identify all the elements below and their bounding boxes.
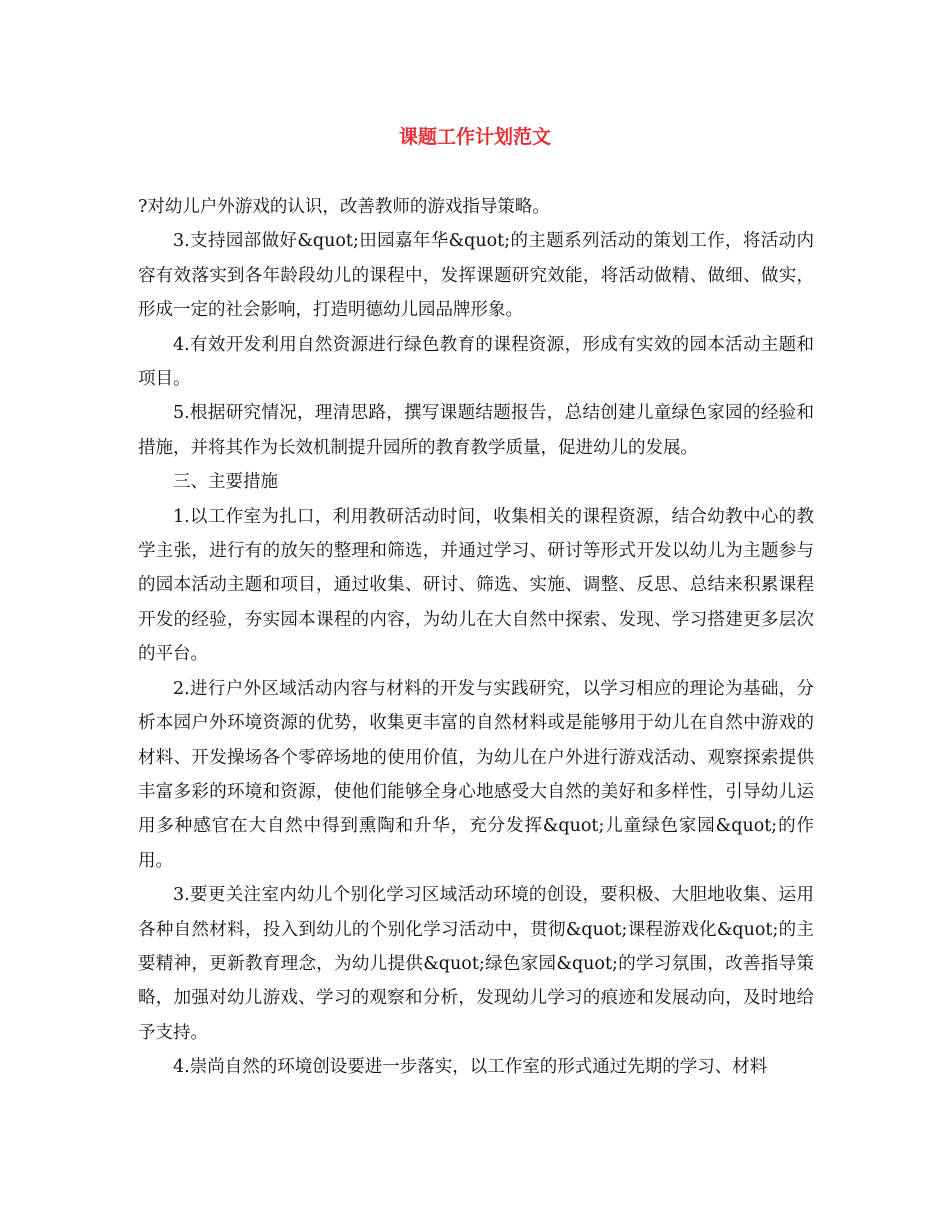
- paragraph-continuation: ?对幼儿户外游戏的认识，改善教师的游戏指导策略。: [138, 197, 550, 217]
- measure-item-4: 4.崇尚自然的环境创设要进一步落实，以工作室的形式通过先期的学习、材料: [173, 1057, 768, 1078]
- paragraph-item-5: 5.根据研究情况，理清思路，撰写课题结题报告，总结创建儿童绿色家园的经验和措施，并将其作为长效机制提升园所的教育教学质量，促进幼儿的发展。: [138, 403, 814, 458]
- paragraph-item-4: 4.有效开发利用自然资源进行绿色教育的课程资源，形成有实效的园本活动主题和项目。: [138, 334, 814, 390]
- document-body: [138, 190, 814, 1085]
- paragraph-item-3: 3.支持园部做好&quot;田园嘉年华&quot;的主题系列活动的策划工作，将活动内容有效落实到各年龄段幼儿的课程中，发挥课题研究效能，将活动做精、做细、做实，形成一定的社会影响，打造明德幼儿园品牌形象。: [138, 231, 814, 321]
- measure-item-1: 1.以工作室为扎口，利用教研活动时间，收集相关的课程资源，结合幼教中心的教学主张，进行有的放矢的整理和筛选，并通过学习、研讨等形式开发以幼儿为主题参与的园本活动主题和项目，通过收集、研讨、筛选、实施、调整、反思、总结来积累课程开发的经验，夯实园本课程的内容，为幼儿在大自然中探索、发现、学习搭建更多层次的平台。: [138, 506, 814, 665]
- section-heading-main-measures: 三、主要措施: [173, 472, 278, 493]
- document-title: 课题工作计划范文: [398, 126, 551, 148]
- measure-item-3: 3.要更关注室内幼儿个别化学习区域活动环境的创设，要积极、大胆地收集、运用各种自然材料，投入到幼儿的个别化学习活动中，贯彻&quot;课程游戏化&quot;的主要精神，更新教育理念，为幼儿提供&quot;绿色家园&quot;的学习氛围，改善指导策略，加强对幼儿游戏、学习的观察和分析，发现幼儿学习的痕迹和发展动向，及时地给予支持。: [138, 885, 814, 1043]
- measure-item-2: 2.进行户外区域活动内容与材料的开发与实践研究，以学习相应的理论为基础，分析本园户外环境资源的优势，收集更丰富的自然材料或是能够用于幼儿在自然中游戏的材料、开发操场各个零碎场地的使用价值，为幼儿在户外进行游戏活动、观察探索提供丰富多彩的环境和资源，使他们能够全身心地感受大自然的美好和多样性，引导幼儿运用多种感官在大自然中得到熏陶和升华，充分发挥&quot;儿童绿色家园&quot;的作用。: [138, 678, 814, 871]
